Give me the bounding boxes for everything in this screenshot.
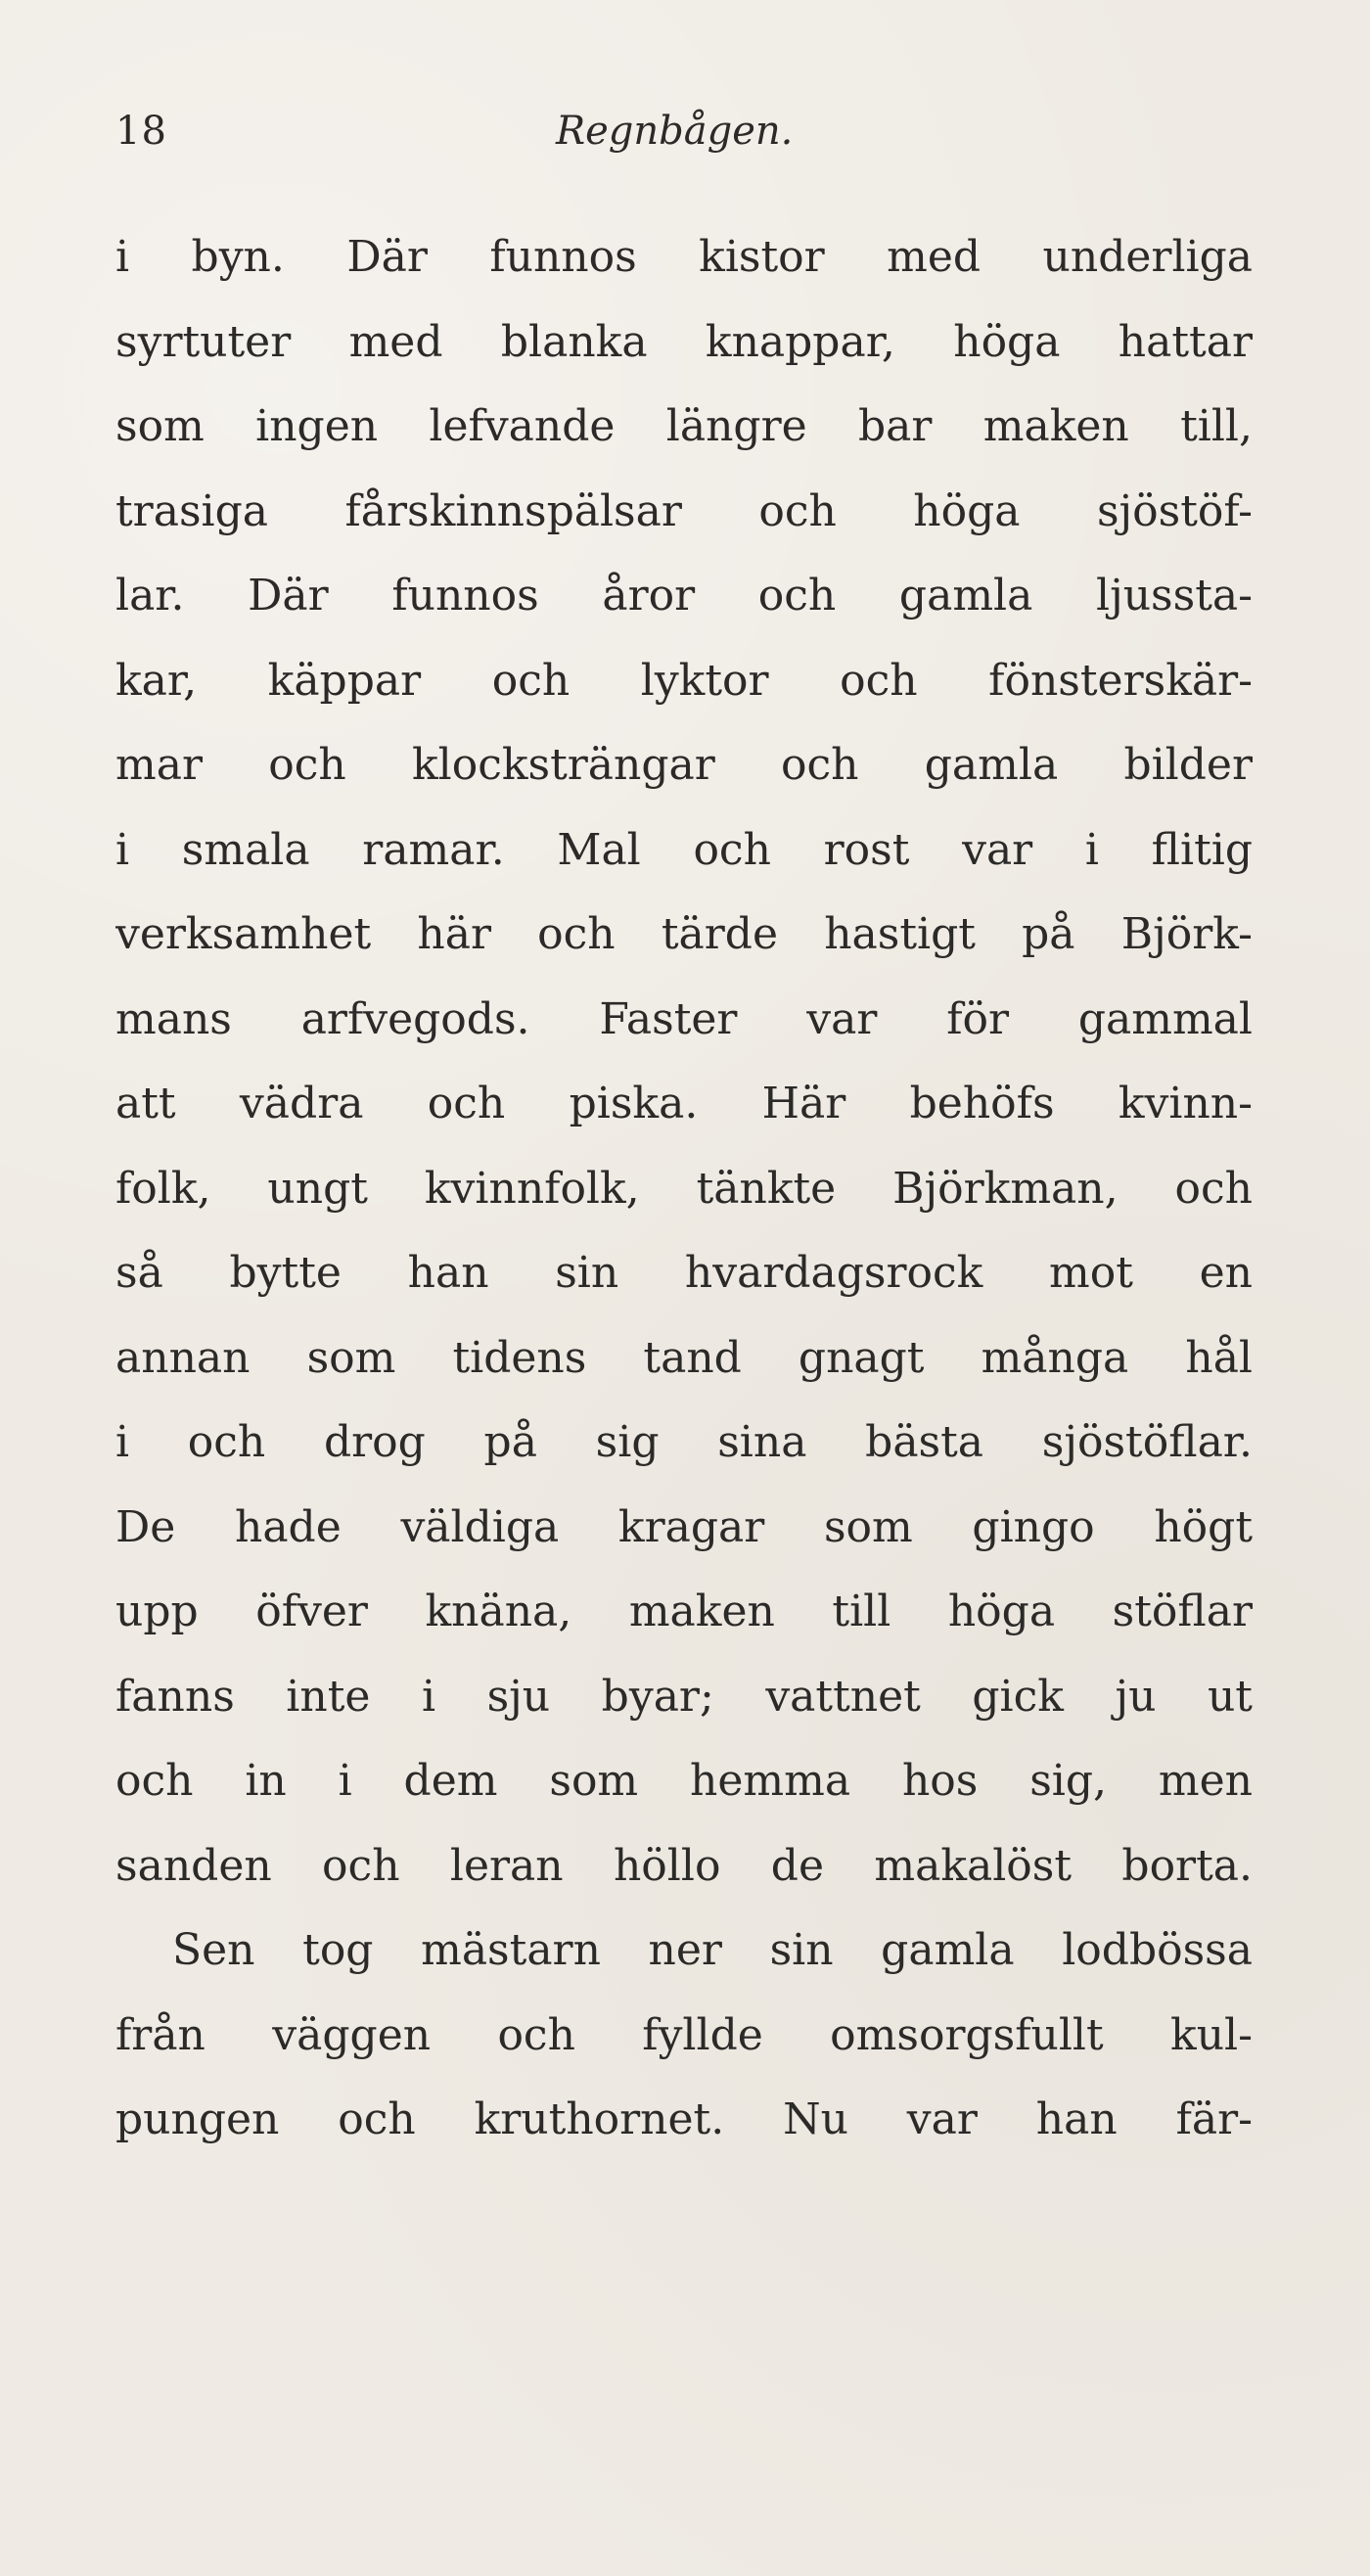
text-line: i smala ramar. Mal och rost var i flitig [115,824,1253,875]
text-line: De hade väldiga kragar som gingo högt [115,1501,1253,1552]
paragraph-1 [115,215,1253,1909]
text-line: från väggen och fyllde omsorgsfullt kul- [115,2009,1253,2060]
running-title: Regnbågen. [556,109,794,154]
text-line: mans arfvegods. Faster var för gammal [115,993,1253,1044]
text-line: kar, käppar och lyktor och fönsterskär- [115,655,1253,706]
text-line: i och drog på sig sina bästa sjöstöflar. [115,1417,1253,1467]
text-line: i byn. Där funnos kistor med underliga [115,232,1253,282]
text-line: mar och klocksträngar och gamla bilder [115,740,1253,790]
text-line: lar. Där funnos åror och gamla ljussta- [115,571,1253,621]
text-line: pungen och kruthornet. Nu var han fär- [115,2094,1253,2144]
text-line: och in i dem som hemma hos sig, men [115,1756,1253,1806]
text-line: annan som tidens tand gnagt många hål [115,1332,1253,1383]
text-line: att vädra och piska. Här behöfs kvinn- [115,1079,1253,1128]
text-line: folk, ungt kvinnfolk, tänkte Björkman, och [115,1163,1253,1214]
text-line: upp öfver knäna, maken till höga stöflar [115,1587,1253,1636]
text-line: sanden och leran höllo de makalöst borta. [115,1840,1253,1891]
text-line: syrtuter med blanka knappar, höga hattar [115,316,1253,367]
page-header [115,106,1251,164]
text-line: Sen tog mästarn ner sin gamla lodbössa [172,1925,1253,1975]
page-number: 18 [115,109,167,154]
text-line: som ingen lefvande längre bar maken till, [115,401,1253,451]
text-line: trasiga fårskinnspälsar och höga sjöstöf- [115,485,1253,536]
text-line: så bytte han sin hvardagsrock mot en [115,1248,1253,1298]
text-line: verksamhet här och tärde hastigt på Björk- [115,909,1253,959]
text-line: fanns inte i sju byar; vattnet gick ju ut [115,1671,1253,1722]
body-text [115,215,1253,2163]
paragraph-2 [115,1909,1253,2163]
